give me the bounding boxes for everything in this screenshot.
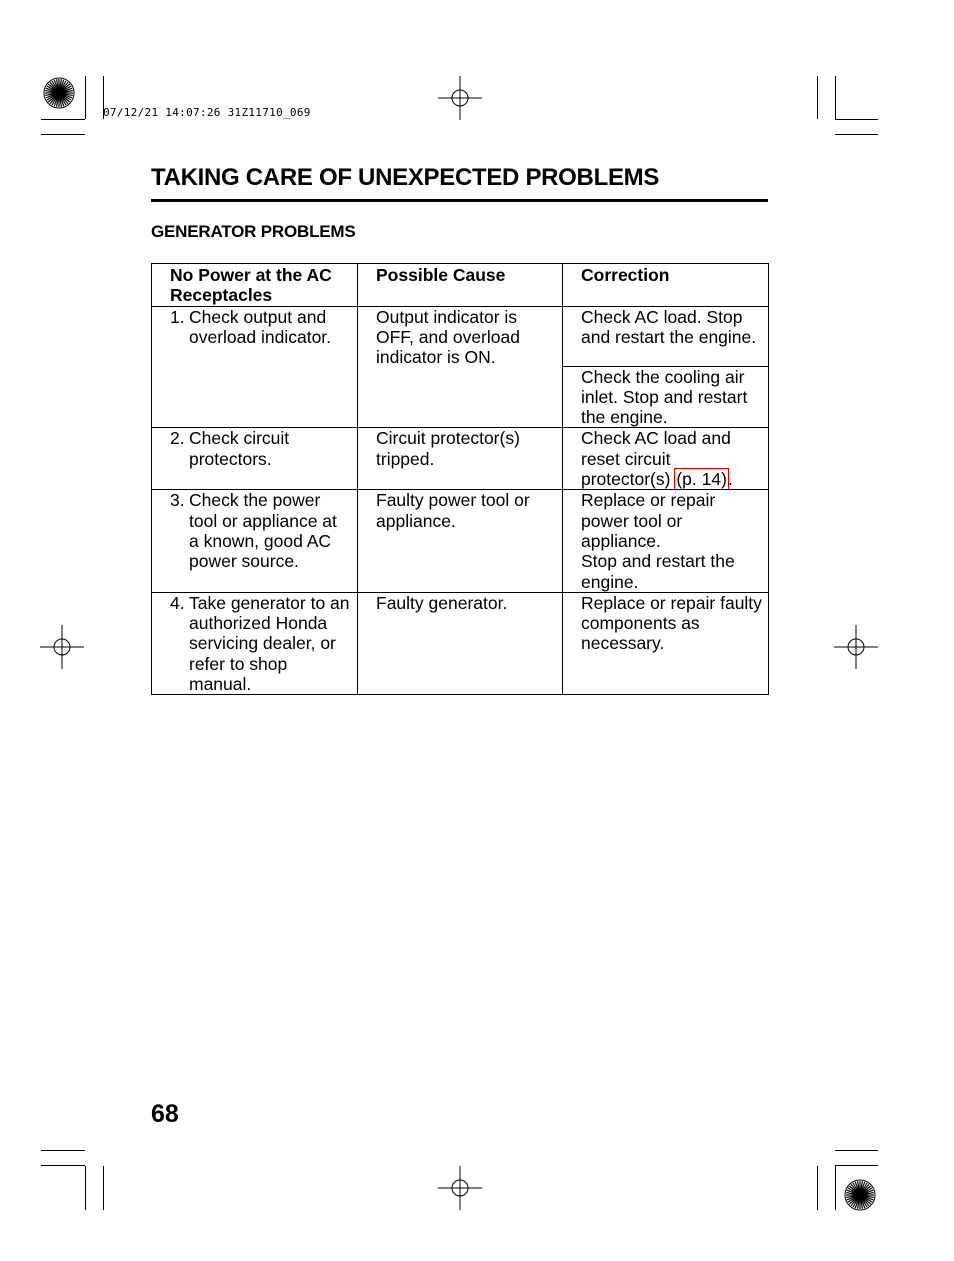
table-row: [152, 490, 769, 592]
crop-mark: [85, 1166, 86, 1210]
crop-mark: [817, 1166, 818, 1210]
page-reference-link[interactable]: (p. 14): [676, 469, 727, 490]
crop-mark: [41, 1165, 85, 1166]
title-underline: [151, 199, 768, 202]
cause-cell: Faulty power tool or appliance.: [358, 490, 563, 592]
crop-mark: [85, 76, 86, 119]
check-text: Check the power tool or appliance at a known, good AC power source.: [189, 490, 337, 572]
correction-text: Check AC load and reset circuit protector(s): [581, 428, 731, 490]
crop-mark: [41, 1150, 85, 1151]
header-correction: Correction: [563, 264, 769, 307]
check-text: Check circuit protectors.: [189, 428, 290, 469]
check-cell: [152, 490, 358, 592]
check-cell: [152, 592, 358, 694]
crop-mark: [817, 76, 818, 119]
troubleshooting-table: [151, 263, 769, 695]
crop-mark: [103, 1166, 104, 1210]
registration-mark-icon: [834, 625, 878, 669]
crop-mark: [835, 1165, 878, 1166]
step-number: 1.: [170, 306, 185, 327]
check-cell: [152, 306, 358, 428]
correction-line: Replace or repair power tool or appliance.: [581, 490, 716, 551]
step-number: 3.: [170, 490, 185, 511]
correction-cell: Check AC load. Stop and restart the engine.: [563, 306, 769, 366]
table-row: [152, 428, 769, 490]
correction-cell: [563, 428, 769, 490]
header-cause: Possible Cause: [358, 264, 563, 307]
section-title: TAKING CARE OF UNEXPECTED PROBLEMS: [151, 164, 660, 191]
cause-cell: Output indicator is OFF, and overload indicator is ON.: [358, 306, 563, 428]
correction-cell: Check the cooling air inlet. Stop and restart the engine.: [563, 366, 769, 428]
crop-mark: [835, 76, 836, 119]
crop-mark: [835, 119, 878, 120]
page-number: 68: [151, 1100, 179, 1128]
crop-mark: [41, 134, 85, 135]
registration-mark-icon: [40, 625, 84, 669]
cause-cell: Circuit protector(s) tripped.: [358, 428, 563, 490]
crop-mark: [835, 1150, 878, 1151]
registration-mark-icon: [438, 1166, 482, 1210]
step-number: 2.: [170, 428, 185, 449]
correction-line: Stop and restart the engine.: [581, 551, 735, 592]
table-header-row: [152, 264, 769, 307]
check-text: Take generator to an authorized Honda servicing dealer, or refer to shop manual.: [189, 592, 350, 695]
table-row: [152, 592, 769, 694]
step-number: 4.: [170, 592, 185, 613]
correction-cell: [563, 490, 769, 592]
starburst-target-icon: [843, 1178, 877, 1212]
registration-mark-icon: [438, 76, 482, 120]
print-stamp: 07/12/21 14:07:26 31Z11710_069: [103, 106, 311, 119]
crop-mark: [835, 1166, 836, 1210]
starburst-target-icon: [42, 76, 76, 110]
subsection-title: GENERATOR PROBLEMS: [151, 222, 356, 241]
correction-end: .: [727, 469, 733, 490]
check-cell: [152, 428, 358, 490]
table-row: [152, 306, 769, 366]
crop-mark: [41, 119, 85, 120]
header-symptom: No Power at the AC Receptacles: [152, 264, 358, 307]
cause-cell: Faulty generator.: [358, 592, 563, 694]
correction-cell: Replace or repair faulty components as necessary.: [563, 592, 769, 694]
check-text: Check output and overload indicator.: [189, 306, 332, 347]
crop-mark: [835, 134, 878, 135]
